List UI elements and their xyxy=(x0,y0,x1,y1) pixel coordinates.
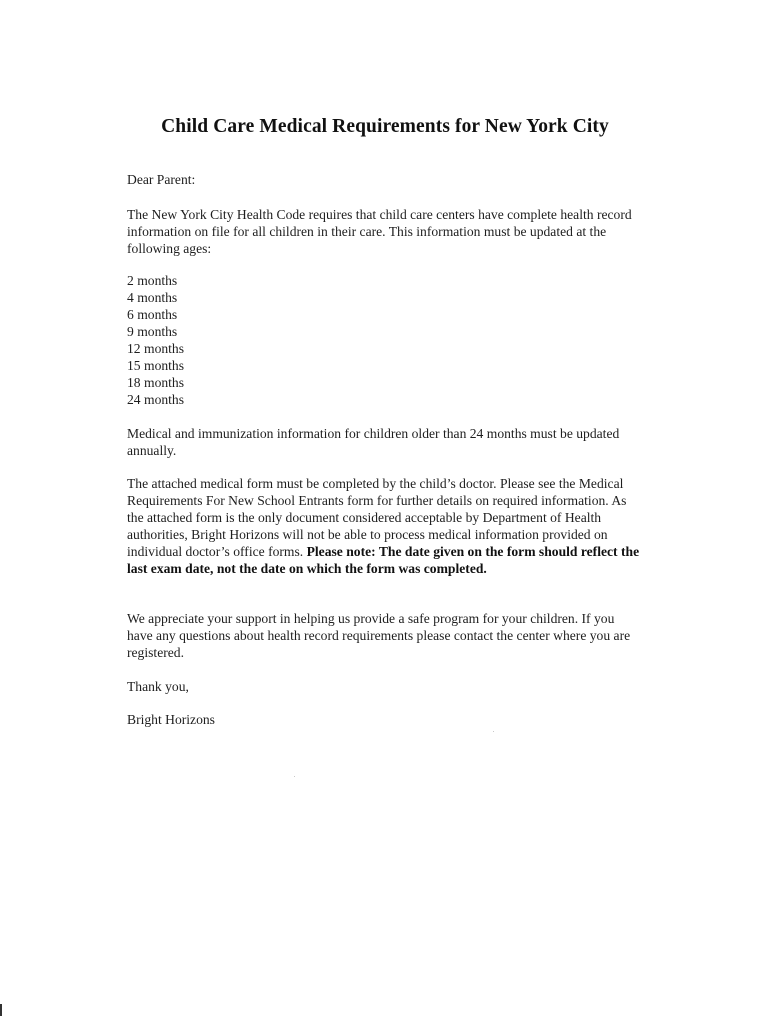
form-paragraph xyxy=(127,475,642,577)
scan-speck xyxy=(493,731,494,732)
list-item: 18 months xyxy=(127,375,185,390)
ages-list xyxy=(127,272,642,408)
closing xyxy=(127,678,642,695)
scan-edge-mark xyxy=(0,1004,2,1016)
salutation-text: Dear Parent: xyxy=(127,172,196,187)
signature xyxy=(127,711,642,728)
form-paragraph-text: The attached medical form must be completed by the child’s doctor. Please see the Medical Requirements For New School Entrants form for further details on required information. As the attached form is the only document considered acceptable by Department of Health authorities, Bright Horizons will not be able to process medical information provided on individual doctor’s office forms. xyxy=(127,476,627,559)
scan-speck xyxy=(294,776,295,777)
intro-text: The New York City Health Code requires that child care centers have complete health record information on file for all children in their care. This information must be updated at the following ages: xyxy=(127,207,632,256)
signature-text: Bright Horizons xyxy=(127,712,215,727)
list-item: 24 months xyxy=(127,392,185,407)
list-item: 9 months xyxy=(127,324,178,339)
intro-paragraph xyxy=(127,206,642,257)
annual-note-paragraph xyxy=(127,425,642,459)
salutation xyxy=(127,171,642,188)
list-item: 15 months xyxy=(127,358,185,373)
support-text: We appreciate your support in helping us provide a safe program for your children. If you have any questions about health record requirements please contact the center where you are registered. xyxy=(127,611,631,660)
list-item: 12 months xyxy=(127,341,185,356)
page-title: Child Care Medical Requirements for New York City xyxy=(161,116,609,137)
list-item: 6 months xyxy=(127,307,178,322)
annual-note-text: Medical and immunization information for children older than 24 months must be updated annually. xyxy=(127,426,620,458)
form-paragraph-emphasis: Please note: The date given on the form should reflect the last exam date, not the date on which the form was completed. xyxy=(127,544,640,576)
support-paragraph xyxy=(127,610,642,661)
list-item: 4 months xyxy=(127,290,178,305)
closing-text: Thank you, xyxy=(127,679,189,694)
list-item: 2 months xyxy=(127,273,178,288)
